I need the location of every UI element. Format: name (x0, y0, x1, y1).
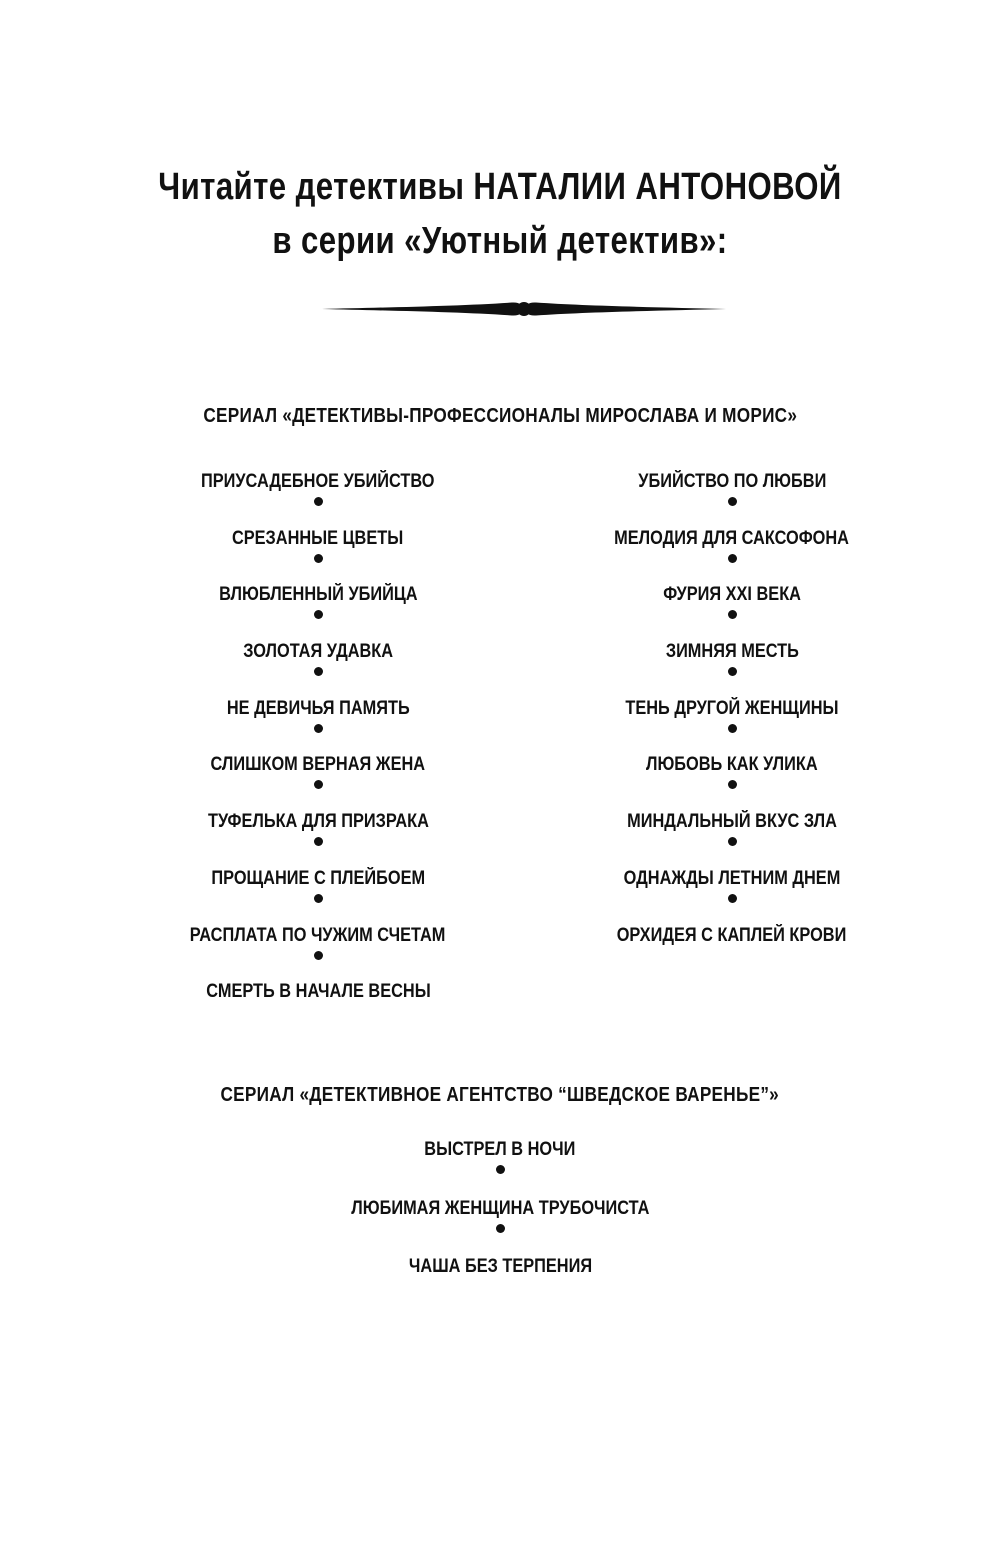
heading-line-2: в серии «Уютный детектив»: (272, 220, 728, 262)
book-list-item (552, 867, 912, 924)
book-title: ВЛЮБЛЕННЫЙ УБИЙЦА (218, 584, 418, 606)
bullet-dot-icon (496, 1224, 505, 1233)
bullet-dot-icon (728, 497, 737, 506)
book-title: ЛЮБИМАЯ ЖЕНЩИНА ТРУБОЧИСТА (350, 1197, 650, 1219)
book-list-item (552, 470, 912, 527)
book-title: СРЕЗАННЫЕ ЦВЕТЫ (232, 527, 404, 549)
book-list-item (320, 1255, 680, 1314)
book-title: ЧАША БЕЗ ТЕРПЕНИЯ (408, 1256, 592, 1277)
book-list-item (552, 640, 912, 697)
book-title: РАСПЛАТА ПО ЧУЖИМ СЧЕТАМ (190, 924, 446, 946)
book-title: ОРХИДЕЯ С КАПЛЕЙ КРОВИ (617, 924, 847, 946)
book-title: МЕЛОДИЯ ДЛЯ САКСОФОНА (614, 527, 850, 549)
book-title: УБИЙСТВО ПО ЛЮБВИ (637, 471, 827, 492)
bullet-dot-icon (314, 610, 323, 619)
book-title: ПРИУСАДЕБНОЕ УБИЙСТВО (201, 471, 435, 492)
bullet-dot-icon (314, 837, 323, 846)
bullet-dot-icon (728, 667, 737, 676)
bullet-dot-icon (314, 780, 323, 789)
book-list-item (138, 753, 498, 810)
book-title: ТЕНЬ ДРУГОЙ ЖЕНЩИНЫ (625, 697, 839, 719)
book-list-item (320, 1138, 680, 1197)
decorative-divider-icon (322, 296, 726, 322)
book-list-item (552, 924, 912, 981)
series-1-title: СЕРИАЛ «ДЕТЕКТИВЫ-ПРОФЕССИОНАЛЫ МИРОСЛАВА И МОРИС» (203, 405, 797, 427)
book-list-item (552, 810, 912, 867)
series-1-right-column (552, 470, 912, 980)
book-list-item (552, 753, 912, 810)
book-title: ЗОЛОТАЯ УДАВКА (243, 641, 393, 663)
bullet-dot-icon (314, 497, 323, 506)
bullet-dot-icon (728, 724, 737, 733)
bullet-dot-icon (314, 724, 323, 733)
book-title: СЛИШКОМ ВЕРНАЯ ЖЕНА (210, 754, 426, 776)
bullet-dot-icon (314, 894, 323, 903)
book-list-item (320, 1197, 680, 1256)
book-title: ТУФЕЛЬКА ДЛЯ ПРИЗРАКА (207, 811, 429, 833)
bullet-dot-icon (728, 894, 737, 903)
book-list-item (138, 924, 498, 981)
book-list-item (138, 470, 498, 527)
book-list-item (138, 640, 498, 697)
page-heading (0, 160, 1000, 268)
bullet-dot-icon (728, 554, 737, 563)
bullet-dot-icon (496, 1165, 505, 1174)
book-title: ЗИМНЯЯ МЕСТЬ (665, 641, 799, 663)
book-title: СМЕРТЬ В НАЧАЛЕ ВЕСНЫ (205, 981, 431, 1003)
book-title: ФУРИЯ XXI ВЕКА (663, 584, 801, 606)
book-list-item (138, 810, 498, 867)
book-list-item (138, 980, 498, 1037)
book-title: МИНДАЛЬНЫЙ ВКУС ЗЛА (627, 811, 837, 833)
bullet-dot-icon (728, 610, 737, 619)
book-list-item (552, 697, 912, 754)
series-1-left-column (138, 470, 498, 1037)
series-2-title: СЕРИАЛ «ДЕТЕКТИВНОЕ АГЕНТСТВО “ШВЕДСКОЕ ВАРЕНЬЕ”» (220, 1084, 780, 1106)
heading-line-1: Читайте детективы НАТАЛИИ АНТОНОВОЙ (158, 166, 842, 208)
book-title: ЛЮБОВЬ КАК УЛИКА (646, 754, 818, 776)
bullet-dot-icon (728, 837, 737, 846)
book-list-item (138, 867, 498, 924)
book-list-item (552, 527, 912, 584)
bullet-dot-icon (728, 780, 737, 789)
book-list-item (138, 527, 498, 584)
bullet-dot-icon (314, 951, 323, 960)
book-title: НЕ ДЕВИЧЬЯ ПАМЯТЬ (226, 697, 410, 719)
book-list-item (552, 583, 912, 640)
book-list-item (138, 583, 498, 640)
book-title: ПРОЩАНИЕ С ПЛЕЙБОЕМ (211, 867, 425, 889)
bullet-dot-icon (314, 667, 323, 676)
series-2-column (320, 1138, 680, 1314)
book-title: ОДНАЖДЫ ЛЕТНИМ ДНЕМ (623, 867, 841, 889)
bullet-dot-icon (314, 554, 323, 563)
book-title: ВЫСТРЕЛ В НОЧИ (424, 1139, 576, 1160)
book-list-item (138, 697, 498, 754)
